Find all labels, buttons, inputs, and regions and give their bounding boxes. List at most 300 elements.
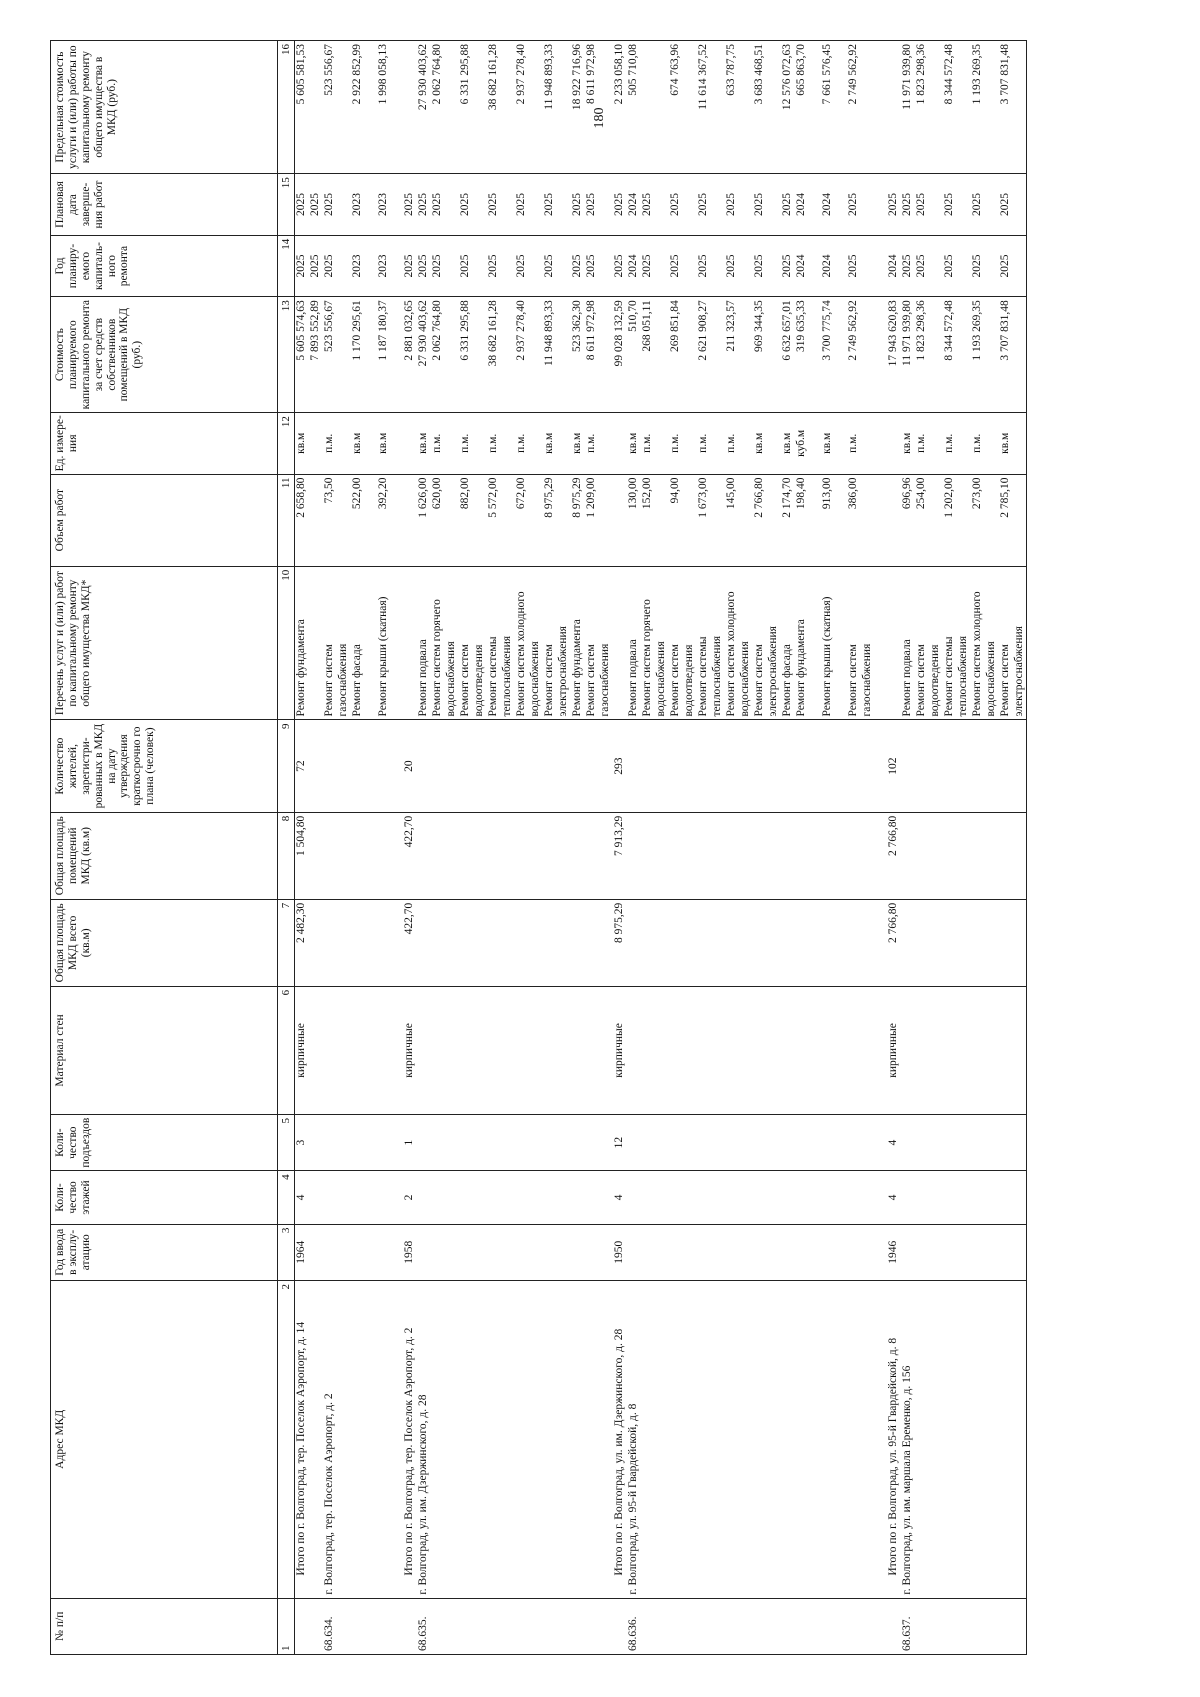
cell-works-list: Ремонт систем холодного [725,566,739,720]
cell-unit: кв.м [999,413,1013,474]
cell-total-area [365,899,377,986]
cell-owner-cost [875,297,887,413]
cell-repair-year [599,235,613,296]
cell-num [711,1598,725,1654]
table-row [795,41,809,1655]
cell-unit: п.м. [431,413,445,474]
cell-works-list: водоснабжения [985,566,999,720]
cell-num [739,1598,753,1654]
cell-finish-date: 2024 [821,174,835,235]
cell-volume [835,474,847,566]
cell-volume [391,474,403,566]
cell-residents [971,720,985,812]
cell-volume: 1 626,00 [417,474,431,566]
cell-limit-cost: 633 787,75 [725,41,739,174]
cell-volume: 620,00 [431,474,445,566]
cell-premises-area [487,812,501,899]
cell-num [431,1598,445,1654]
cell-entrances [571,1114,585,1170]
cell-wall-material [683,986,697,1114]
cell-limit-cost: 6 331 295,88 [459,41,473,174]
cell-wall-material [627,986,641,1114]
cell-works-list: теплоснабжения [957,566,971,720]
cell-wall-material [571,986,585,1114]
cell-year [323,1224,337,1280]
column-number-repair-year: 14 [278,235,295,296]
table-row [767,41,781,1655]
cell-premises-area [571,812,585,899]
cell-works-list [875,566,887,720]
cell-floors [431,1171,445,1224]
cell-year [683,1224,697,1280]
cell-finish-date [529,174,543,235]
cell-floors [599,1171,613,1224]
table-row [627,41,641,1655]
cell-finish-date [739,174,753,235]
cell-entrances [557,1114,571,1170]
column-number-year: 3 [278,1224,295,1280]
column-number-unit: 12 [278,413,295,474]
cell-year [1013,1224,1027,1280]
cell-address [431,1280,445,1598]
cell-repair-year: 2024 [821,235,835,296]
cell-num [309,1598,323,1654]
cell-works-list: Ремонт подвала [417,566,431,720]
cell-volume [887,474,901,566]
cell-year [529,1224,543,1280]
cell-year [431,1224,445,1280]
cell-residents [1013,720,1027,812]
cell-entrances [543,1114,557,1170]
cell-total-area [445,899,459,986]
cell-premises-area [557,812,571,899]
cell-total-area [725,899,739,986]
cell-entrances [875,1114,887,1170]
cell-limit-cost [1013,41,1027,174]
cell-unit: п.м. [323,413,337,474]
cell-residents [351,720,365,812]
cell-volume: 273,00 [971,474,985,566]
cell-address [377,1280,391,1598]
cell-finish-date: 2025 [669,174,683,235]
cell-floors [529,1171,543,1224]
cell-volume: 913,00 [821,474,835,566]
cell-wall-material [821,986,835,1114]
cell-residents [557,720,571,812]
cell-repair-year: 2025 [543,235,557,296]
cell-unit [613,413,627,474]
cell-limit-cost [403,41,417,174]
cell-finish-date: 2025 [915,174,929,235]
cell-owner-cost [337,297,351,413]
table-row [487,41,501,1655]
cell-residents [391,720,403,812]
cell-num [669,1598,683,1654]
cell-premises-area [337,812,351,899]
cell-floors [557,1171,571,1224]
cell-premises-area [781,812,795,899]
cell-volume [613,474,627,566]
cell-wall-material [901,986,915,1114]
cell-works-list [309,566,323,720]
cell-works-list: Ремонт крыши (скатная) [377,566,391,720]
cell-repair-year: 2025 [725,235,739,296]
cell-wall-material [599,986,613,1114]
cell-volume: 882,00 [459,474,473,566]
cell-unit: п.м. [585,413,599,474]
cell-finish-date [365,174,377,235]
cell-address [821,1280,835,1598]
cell-volume: 198,40 [795,474,809,566]
cell-unit: куб.м [795,413,809,474]
cell-num [999,1598,1013,1654]
cell-wall-material [323,986,337,1114]
cell-floors [711,1171,725,1224]
cell-num: 68.636. [627,1598,641,1654]
cell-unit: п.м. [971,413,985,474]
cell-address [929,1280,943,1598]
cell-wall-material: кирпичные [887,986,901,1114]
cell-owner-cost: 2 937 278,40 [515,297,529,413]
table-row [655,41,669,1655]
cell-total-area [529,899,543,986]
cell-residents [515,720,529,812]
cell-num [1013,1598,1027,1654]
cell-unit [655,413,669,474]
cell-limit-cost: 7 661 576,45 [821,41,835,174]
cell-repair-year: 2025 [613,235,627,296]
cell-num [445,1598,459,1654]
cell-limit-cost [767,41,781,174]
cell-works-list: Ремонт систем [585,566,599,720]
cell-limit-cost [887,41,901,174]
cell-total-area [697,899,711,986]
cell-wall-material [655,986,669,1114]
cell-finish-date: 2025 [585,174,599,235]
cell-num [571,1598,585,1654]
cell-premises-area [351,812,365,899]
cell-premises-area [809,812,821,899]
cell-residents [365,720,377,812]
cell-address [391,1280,403,1598]
header-num: № п/п [51,1598,278,1654]
cell-total-area [337,899,351,986]
cell-wall-material [739,986,753,1114]
cell-unit [861,413,875,474]
cell-repair-year: 2024 [627,235,641,296]
cell-floors [323,1171,337,1224]
cell-finish-date [557,174,571,235]
cell-wall-material: кирпичные [295,986,309,1114]
cell-year [971,1224,985,1280]
cell-year [847,1224,861,1280]
cell-premises-area [515,812,529,899]
spacer-row [365,41,377,1655]
cell-owner-cost: 319 635,33 [795,297,809,413]
cell-works-list: водоотведения [929,566,943,720]
cell-works-list: Ремонт фундамента [795,566,809,720]
cell-num: 68.637. [901,1598,915,1654]
cell-wall-material [669,986,683,1114]
cell-total-area [739,899,753,986]
cell-floors [417,1171,431,1224]
cell-wall-material [767,986,781,1114]
cell-unit [391,413,403,474]
table-row [529,41,543,1655]
cell-floors [901,1171,915,1224]
cell-finish-date [655,174,669,235]
cell-repair-year: 2025 [971,235,985,296]
cell-unit [957,413,971,474]
cell-volume [337,474,351,566]
cell-volume: 130,00 [627,474,641,566]
cell-year [445,1224,459,1280]
table-row [571,41,585,1655]
cell-repair-year: 2025 [915,235,929,296]
cell-premises-area [739,812,753,899]
cell-address [309,1280,323,1598]
cell-num [377,1598,391,1654]
cell-finish-date [473,174,487,235]
cell-total-area [655,899,669,986]
cell-total-area: 2 766,80 [887,899,901,986]
cell-finish-date [599,174,613,235]
cell-wall-material [943,986,957,1114]
cell-address [557,1280,571,1598]
cell-entrances [585,1114,599,1170]
cell-owner-cost [529,297,543,413]
cell-premises-area [641,812,655,899]
cell-limit-cost: 18 922 716,96 [571,41,585,174]
table-row [445,41,459,1655]
cell-works-list: Ремонт систем [915,566,929,720]
total-row [613,41,627,1655]
cell-owner-cost: 11 948 893,33 [543,297,557,413]
cell-total-area [957,899,971,986]
cell-residents: 293 [613,720,627,812]
cell-works-list: Ремонт фасада [351,566,365,720]
cell-total-area [767,899,781,986]
cell-works-list: Ремонт систем [543,566,557,720]
cell-wall-material [697,986,711,1114]
cell-num [795,1598,809,1654]
cell-residents [809,720,821,812]
cell-residents [943,720,957,812]
cell-repair-year [529,235,543,296]
cell-owner-cost [711,297,725,413]
cell-residents [655,720,669,812]
cell-wall-material [529,986,543,1114]
cell-limit-cost [655,41,669,174]
cell-residents [915,720,929,812]
cell-address [337,1280,351,1598]
cell-finish-date: 2025 [543,174,557,235]
table-row [847,41,861,1655]
cell-repair-year: 2025 [431,235,445,296]
cell-premises-area [861,812,875,899]
cell-finish-date: 2025 [403,174,417,235]
cell-finish-date: 2023 [351,174,365,235]
cell-finish-date: 2025 [309,174,323,235]
cell-entrances [377,1114,391,1170]
cell-address: г. Волгоград, ул. им. Дзержинского, д. 28 [417,1280,431,1598]
cell-year [515,1224,529,1280]
cell-num [915,1598,929,1654]
cell-unit [809,413,821,474]
cell-volume [683,474,697,566]
header-owner-cost: Стоимость планируемого капитального ремонта за счет средств собственников помещений в МКД (руб.) [51,297,278,413]
cell-wall-material [847,986,861,1114]
cell-entrances: 12 [613,1114,627,1170]
cell-limit-cost [501,41,515,174]
cell-address: Итого по г. Волгоград, ул. им. Дзержинского, д. 28 [613,1280,627,1598]
cell-works-list: Ремонт крыши (скатная) [821,566,835,720]
cell-entrances [655,1114,669,1170]
cell-num [887,1598,901,1654]
cell-unit: п.м. [943,413,957,474]
column-number-num: 1 [278,1598,295,1654]
cell-total-area [875,899,887,986]
cell-finish-date: 2025 [901,174,915,235]
cell-address [351,1280,365,1598]
cell-year [725,1224,739,1280]
cell-total-area [391,899,403,986]
cell-limit-cost [985,41,999,174]
cell-year [377,1224,391,1280]
cell-owner-cost [445,297,459,413]
cell-unit: п.м. [515,413,529,474]
cell-limit-cost [599,41,613,174]
cell-floors [669,1171,683,1224]
column-number-owner-cost: 13 [278,297,295,413]
cell-floors [929,1171,943,1224]
cell-owner-cost: 2 062 764,80 [431,297,445,413]
cell-premises-area [599,812,613,899]
cell-entrances [985,1114,999,1170]
cell-address: г. Волгоград, ул. 95-й Гвардейской, д. 8 [627,1280,641,1598]
cell-owner-cost [767,297,781,413]
cell-floors [957,1171,971,1224]
cell-num [847,1598,861,1654]
cell-volume: 8 975,29 [571,474,585,566]
cell-finish-date: 2025 [613,174,627,235]
cell-volume: 672,00 [515,474,529,566]
cell-floors [351,1171,365,1224]
table-row [515,41,529,1655]
cell-finish-date: 2024 [795,174,809,235]
cell-repair-year [683,235,697,296]
cell-entrances [861,1114,875,1170]
cell-owner-cost: 3 707 831,48 [999,297,1013,413]
header-row [51,41,278,1655]
cell-address: г. Волгоград, тер. Поселок Аэропорт, д. 2 [323,1280,337,1598]
cell-entrances [599,1114,613,1170]
cell-limit-cost: 2 062 764,80 [431,41,445,174]
table-row [543,41,557,1655]
cell-works-list [403,566,417,720]
cell-owner-cost: 1 170 295,61 [351,297,365,413]
cell-wall-material [929,986,943,1114]
cell-owner-cost: 211 323,57 [725,297,739,413]
cell-repair-year: 2025 [571,235,585,296]
cell-entrances [641,1114,655,1170]
cell-floors: 4 [887,1171,901,1224]
table-row [915,41,929,1655]
cell-volume [557,474,571,566]
table-row [957,41,971,1655]
table-row [473,41,487,1655]
spacer-row [875,41,887,1655]
table-row [999,41,1013,1655]
cell-year [543,1224,557,1280]
total-row [295,41,309,1655]
cell-num [501,1598,515,1654]
table-row [929,41,943,1655]
cell-wall-material [337,986,351,1114]
cell-entrances [351,1114,365,1170]
cell-works-list [365,566,377,720]
cell-address: Итого по г. Волгоград, ул. 95-й Гвардейской, д. 8 [887,1280,901,1598]
cell-wall-material [431,986,445,1114]
cell-unit [473,413,487,474]
cell-works-list: Ремонт систем [999,566,1013,720]
cell-wall-material [985,986,999,1114]
cell-works-list [809,566,821,720]
cell-owner-cost: 1 823 298,36 [915,297,929,413]
cell-premises-area [753,812,767,899]
cell-owner-cost: 268 051,11 [641,297,655,413]
cell-limit-cost: 2 937 278,40 [515,41,529,174]
cell-works-list: водоснабжения [529,566,543,720]
cell-finish-date: 2023 [377,174,391,235]
cell-limit-cost: 3 707 831,48 [999,41,1013,174]
cell-wall-material [391,986,403,1114]
cell-wall-material [999,986,1013,1114]
cell-premises-area [985,812,999,899]
cell-finish-date [809,174,821,235]
cell-unit [683,413,697,474]
cell-repair-year: 2024 [887,235,901,296]
cell-unit [711,413,725,474]
cell-owner-cost: 27 930 403,62 [417,297,431,413]
column-number-row [278,41,295,1655]
cell-entrances [943,1114,957,1170]
cell-floors [985,1171,999,1224]
cell-total-area [669,899,683,986]
cell-limit-cost: 2 749 562,92 [847,41,861,174]
cell-residents [529,720,543,812]
cell-owner-cost: 3 700 775,74 [821,297,835,413]
table-row [585,41,599,1655]
cell-unit: кв.м [543,413,557,474]
cell-year [711,1224,725,1280]
cell-year [459,1224,473,1280]
cell-limit-cost: 38 682 161,28 [487,41,501,174]
cell-address [781,1280,795,1598]
cell-year [365,1224,377,1280]
cell-repair-year: 2025 [309,235,323,296]
cell-volume: 2 658,80 [295,474,309,566]
column-number-entrances: 5 [278,1114,295,1170]
cell-year [641,1224,655,1280]
cell-works-list: Ремонт системы [487,566,501,720]
cell-floors [809,1171,821,1224]
cell-owner-cost: 2 881 032,65 [403,297,417,413]
cell-premises-area [971,812,985,899]
cell-wall-material [753,986,767,1114]
table-row [599,41,613,1655]
cell-repair-year: 2025 [943,235,957,296]
